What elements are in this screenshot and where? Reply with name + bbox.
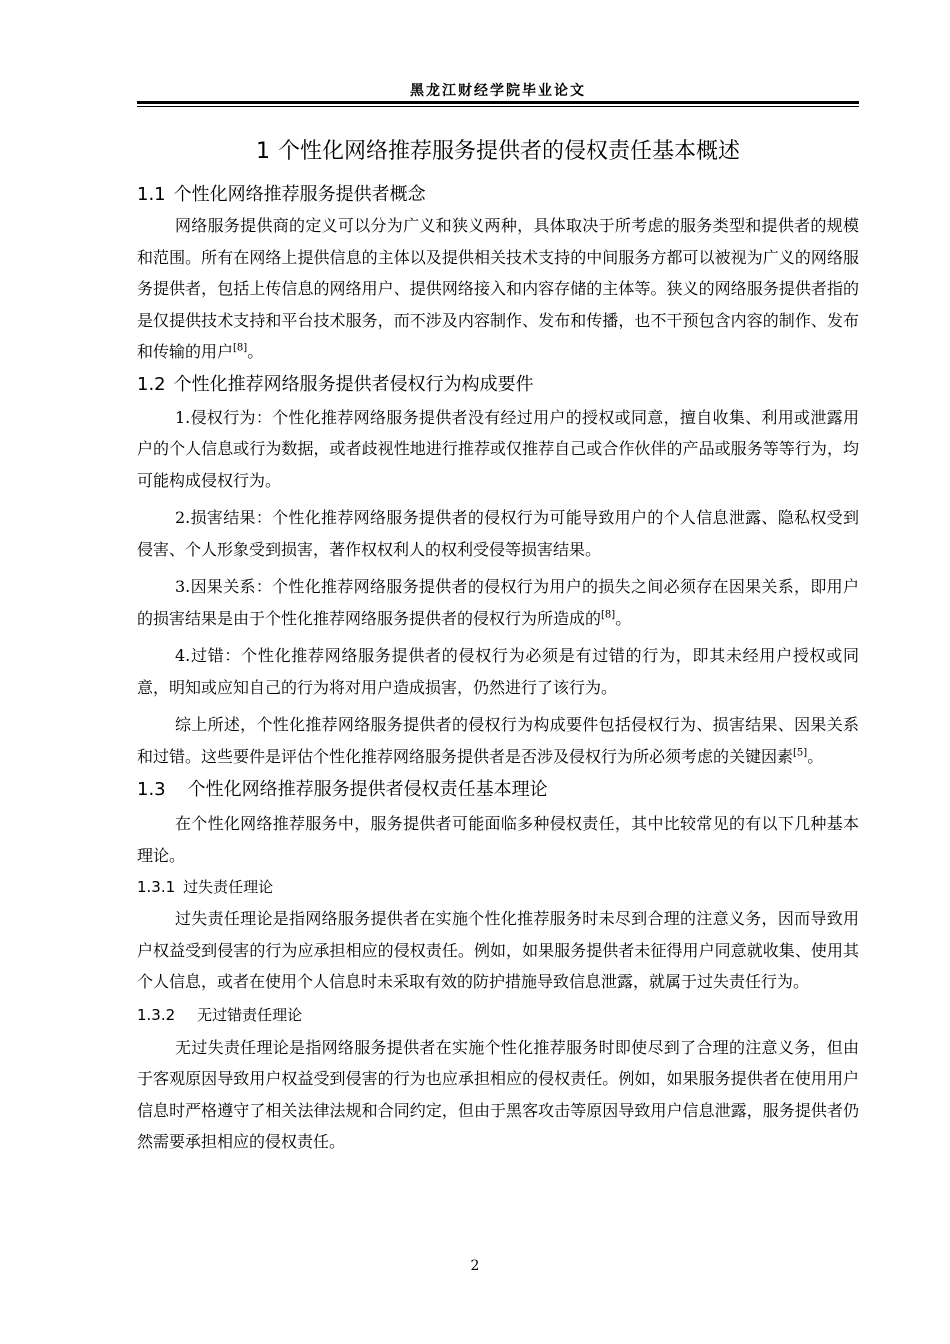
paragraph: 2.损害结果：个性化推荐网络服务提供者的侵权行为可能导致用户的个人信息泄露、隐私权受到侵害、个人形象受到损害，著作权权利人的权利受侵等损害结果。 bbox=[137, 508, 859, 559]
section-number: 1.3 bbox=[137, 779, 166, 800]
header-rule-thin bbox=[137, 106, 859, 107]
citation: [8] bbox=[601, 609, 616, 621]
section-title: 个性化网络推荐服务提供者侵权责任基本理论 bbox=[187, 779, 548, 800]
subsection-number: 1.3.1 bbox=[137, 878, 176, 896]
subsection-heading-1-3-2 bbox=[137, 998, 859, 1032]
paragraph: 综上所述，个性化推荐网络服务提供者的侵权行为构成要件包括侵权行为、损害结果、因果关系和过错。这些要件是评估个性化推荐网络服务提供者是否涉及侵权行为所必须考虑的关键因素[5]。 bbox=[137, 715, 859, 766]
chapter-title: 个性化网络推荐服务提供者的侵权责任基本概述 bbox=[277, 139, 740, 164]
paragraph: 网络服务提供商的定义可以分为广义和狭义两种，具体取决于所考虑的服务类型和提供者的规模和范围。所有在网络上提供信息的主体以及提供相关技术支持的中间服务方都可以被视为广义的网络服务提供者，包括上传信息的网络用户、提供网络接入和内容存储的主体等。狭义的网络服务提供者指的是仅提供技术支持和平台技术服务，而不涉及内容制作、发布和传播，也不干预包含内容的制作、发布和传输的用户[8]。 bbox=[137, 216, 859, 361]
subsection-number: 1.3.2 bbox=[137, 1005, 176, 1024]
paragraph: 1.侵权行为：个性化推荐网络服务提供者没有经过用户的授权或同意，擅自收集、利用或泄露用户的个人信息或行为数据，或者歧视性地进行推荐或仅推荐自己或合作伙伴的产品或服务等等行为，均可能构成侵权行为。 bbox=[137, 407, 859, 490]
paragraph: 4.过错：个性化推荐网络服务提供者的侵权行为必须是有过错的行为，即其未经用户授权或同意，明知或应知自己的行为将对用户造成损害，仍然进行了该行为。 bbox=[137, 646, 859, 697]
section-heading-1-3 bbox=[137, 772, 859, 808]
paragraph: 3.因果关系：个性化推荐网络服务提供者的侵权行为用户的损失之间必须存在因果关系，即用户的损害结果是由于个性化推荐网络服务提供者的侵权行为所造成的[8]。 bbox=[137, 577, 859, 628]
subsection-heading-1-3-1 bbox=[137, 871, 859, 903]
section-heading-1-2 bbox=[137, 368, 859, 402]
paragraph: 在个性化网络推荐服务中，服务提供者可能面临多种侵权责任，其中比较常见的有以下几种基本理论。 bbox=[137, 814, 859, 865]
section-number: 1.2 bbox=[137, 373, 166, 395]
section-number: 1.1 bbox=[137, 184, 166, 205]
body-content bbox=[137, 132, 859, 1158]
citation: [5] bbox=[793, 747, 808, 759]
chapter-heading bbox=[137, 132, 859, 172]
header-rule-thick bbox=[137, 101, 859, 104]
paragraph: 无过失责任理论是指网络服务提供者在实施个性化推荐服务时即使尽到了合理的注意义务，但由于客观原因导致用户权益受到侵害的行为也应承担相应的侵权责任。例如，如果服务提供者在使用用户信息时严格遵守了相关法律法规和合同约定，但由于黑客攻击等原因导致用户信息泄露，服务提供者仍然需要承担相应的侵权责任。 bbox=[137, 1037, 859, 1151]
paragraph: 过失责任理论是指网络服务提供者在实施个性化推荐服务时未尽到合理的注意义务，因而导致用户权益受到侵害的行为应承担相应的侵权责任。例如，如果服务提供者未征得用户同意就收集、使用其个人信息，或者在使用个人信息时未采取有效的防护措施导致信息泄露，就属于过失责任行为。 bbox=[137, 909, 859, 991]
section-title: 个性化推荐网络服务提供者侵权行为构成要件 bbox=[173, 373, 534, 395]
subsection-title: 无过错责任理论 bbox=[197, 1005, 303, 1024]
section-heading-1-1 bbox=[137, 180, 859, 210]
chapter-number: 1 bbox=[255, 139, 270, 164]
section-title: 个性化网络推荐服务提供者概念 bbox=[173, 184, 426, 205]
subsection-title: 过失责任理论 bbox=[183, 878, 274, 896]
citation: [8] bbox=[233, 342, 248, 354]
running-header: 黑龙江财经学院毕业论文 bbox=[410, 83, 586, 99]
page-number: 2 bbox=[470, 1258, 480, 1274]
